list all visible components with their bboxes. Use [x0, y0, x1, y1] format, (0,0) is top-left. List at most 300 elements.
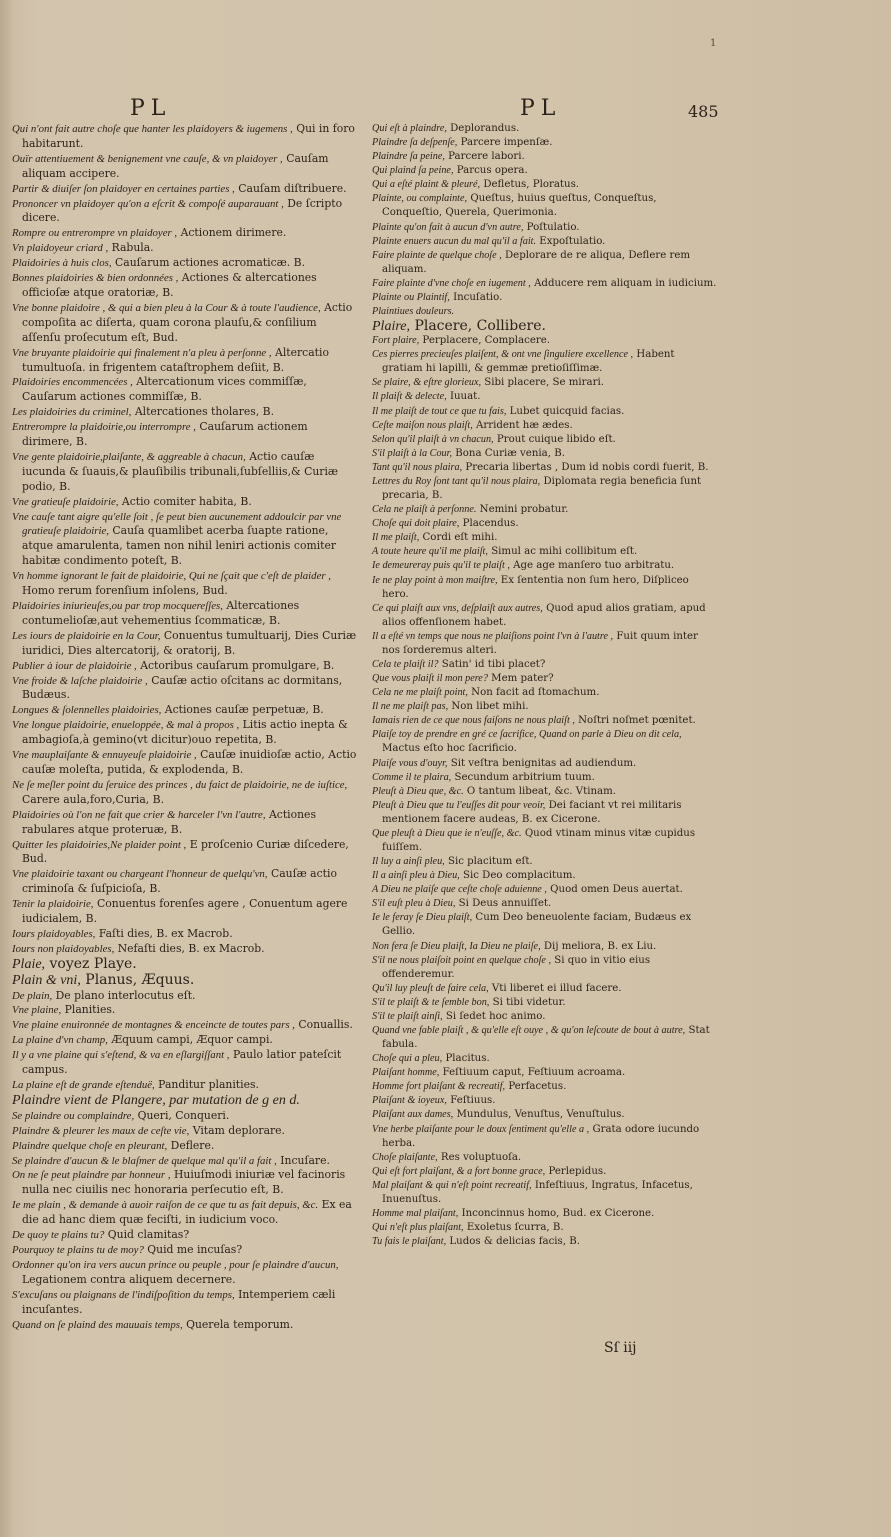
french-phrase: On ne ſe peut plaindre par honneur ,: [12, 1169, 171, 1182]
dictionary-entry: [372, 447, 717, 461]
dictionary-entry: [372, 291, 717, 305]
dictionary-entry: [12, 256, 357, 271]
dictionary-entry: [372, 672, 717, 686]
latin-gloss: Perlepidus.: [548, 1165, 607, 1177]
french-phrase: Vne bruyante plaidoirie qui finalement n'a pleu à perſonne ,: [12, 346, 272, 359]
dictionary-entry: [372, 559, 717, 573]
dictionary-entry: [372, 771, 717, 785]
latin-gloss: Placitus.: [445, 1053, 490, 1065]
dictionary-entry: [372, 1235, 717, 1249]
latin-gloss: Legationem contra aliquem decernere.: [22, 1272, 236, 1286]
latin-gloss: Actiones cauſæ perpetuæ, B.: [164, 703, 324, 717]
french-phrase: Ie demeureray puis qu'il te plaiſt ,: [372, 560, 510, 572]
latin-gloss: Homo rerum forenſium inſolens, Bud.: [22, 584, 228, 598]
french-phrase: Vne mauplaiſante & ennuyeuſe plaidoirie ,: [12, 749, 197, 762]
dictionary-entry: [372, 517, 717, 531]
dictionary-entry: [372, 1151, 717, 1165]
french-phrase: Plaiſant & ioyeux,: [372, 1095, 447, 1107]
latin-gloss: Conuentus tumultuarij, Dies Curiæ iuridici, Dies altercatorij, & oratorij, B.: [22, 628, 357, 657]
latin-gloss: Stat fabula.: [382, 1025, 710, 1051]
french-phrase: Les iours de plaidoirie en la Cour,: [12, 629, 161, 642]
french-phrase: Homme fort plaiſant & recreatif,: [372, 1081, 506, 1093]
french-phrase: Qui plaind ſa peine,: [372, 165, 454, 177]
french-phrase: Tant qu'il nous plaira,: [372, 461, 463, 473]
dictionary-entry: [372, 150, 717, 164]
dictionary-entry: [12, 1078, 357, 1093]
dictionary-entry: [372, 883, 717, 897]
dictionary-entry: [372, 982, 717, 996]
dictionary-entry: [12, 659, 357, 674]
dictionary-entry: [372, 827, 717, 855]
latin-gloss: Noſtri noſmet pœnitet.: [578, 715, 696, 727]
french-phrase: Vne plaine,: [12, 1004, 62, 1017]
french-phrase: La plaine d'vn champ,: [12, 1034, 108, 1047]
dictionary-entry: [372, 954, 717, 982]
latin-gloss: Actionem dirimere.: [180, 226, 287, 240]
french-phrase: Ie me plain , & demande à auoir raiſon de ce que tu as fait depuis, &c.: [12, 1199, 319, 1212]
latin-gloss: Incuſatio.: [453, 291, 503, 303]
latin-gloss: Mactus eſto hoc ſacrificio.: [382, 743, 517, 755]
latin-gloss: Actio cauſæ iucunda & ſuauis,& plauſibilis tribunali,ſubſelliis,& Curiæ podio, B.: [22, 449, 339, 493]
latin-gloss: voyez Playe.: [49, 955, 137, 972]
french-phrase: Faire plainte d'vne choſe en iugement ,: [372, 277, 531, 289]
french-phrase: Partir & diuiſer ſon plaidoyer en certaines parties ,: [12, 182, 235, 195]
french-phrase: Rompre ou entrerompre vn plaidoyer ,: [12, 227, 178, 240]
dictionary-entry: [12, 957, 357, 973]
french-phrase: Pleuſt à Dieu que, &c.: [372, 785, 464, 797]
dictionary-entry: [12, 718, 357, 748]
dictionary-entry: [12, 122, 357, 152]
french-phrase: Ces pierres precieuſes plaiſent, & ont vne ſinguliere excellence ,: [372, 349, 634, 361]
latin-gloss: Placere, Collibere.: [414, 318, 546, 335]
french-phrase: Plaiſe vous d'ouyr,: [372, 757, 448, 769]
dictionary-entry: [372, 1165, 717, 1179]
french-phrase: Homme mal plaiſant,: [372, 1208, 459, 1220]
latin-gloss: Inconcinnus homo, Bud. ex Cicerone.: [461, 1208, 655, 1220]
latin-gloss: Dei faciant vt rei militaris mentionem facere audeas, B. ex Cicerone.: [382, 799, 682, 825]
dictionary-entry: [372, 1094, 717, 1108]
dictionary-entry: [372, 178, 717, 192]
french-phrase: Vne froide & laſche plaidoirie ,: [12, 674, 148, 687]
dictionary-entry: [372, 348, 717, 376]
french-phrase: Cela te plaiſt il?: [372, 658, 439, 670]
french-phrase: Plaidoiries iniurieuſes,ou par trop mocquereſſes,: [12, 600, 223, 612]
latin-gloss: Si Deus annuiſſet.: [458, 898, 552, 910]
latin-gloss: Cum Deo beneuolente faciam, Budæus ex Gellio.: [382, 912, 692, 938]
french-phrase: Plaindre quelque choſe en pleurant,: [12, 1139, 168, 1152]
latin-gloss: Huiuſmodi iniuriæ vel facinoris nulla nec ciuilis nec honoraria perſecutio eſt, B.: [22, 1168, 346, 1197]
french-phrase: Vne longue plaidoirie, enueloppée, & mal à propos ,: [12, 719, 240, 732]
french-phrase: Plaiſe toy de prendre en gré ce ſacrifice, Quand on parle à Dieu on dit cela,: [372, 729, 682, 741]
latin-gloss: Grata odore iucundo herba.: [382, 1123, 700, 1149]
french-phrase: Ordonner qu'on ira vers aucun prince ou peuple , pour ſe plaindre d'aucun,: [12, 1258, 339, 1271]
dictionary-entry: [12, 778, 357, 808]
french-phrase: Plaie,: [12, 956, 46, 972]
french-phrase: Ouïr attentiuement & benignement vne cauſe, & vn plaidoyer ,: [12, 152, 283, 165]
french-phrase: Plainte enuers aucun du mal qu'il a fait.: [372, 235, 537, 247]
french-phrase: Tu fais le plaiſant,: [372, 1236, 447, 1248]
latin-gloss: Quid clamitas?: [107, 1228, 190, 1242]
dictionary-entry: [372, 799, 717, 827]
latin-gloss: Precaria libertas , Dum id nobis cordi fuerit, B.: [465, 461, 709, 473]
latin-gloss: Æquum campi, Æquor campi.: [111, 1033, 273, 1047]
dictionary-entry: [372, 996, 717, 1010]
latin-gloss: Lubet quicquid facias.: [509, 405, 625, 417]
dictionary-entry: [372, 419, 717, 433]
latin-gloss: Altercationum vices commiſſæ, Cauſarum actiones commiſſæ, B.: [22, 375, 307, 404]
dictionary-entry: [12, 942, 357, 957]
latin-gloss: Ex ſententia non ſum hero, Diſpliceo hero.: [382, 574, 689, 600]
latin-gloss: Cordi eſt mihi.: [422, 532, 498, 544]
latin-gloss: Deplorandus.: [450, 123, 520, 134]
french-phrase: Plaindre ſa peine,: [372, 151, 445, 163]
dictionary-entry: [12, 973, 357, 989]
dictionary-entry: [12, 182, 357, 197]
latin-gloss: Altercationes contumelioſæ,aut vehementius ſcommaticæ, B.: [22, 599, 300, 627]
dictionary-entry: [372, 319, 717, 334]
latin-gloss: Parcus opera.: [456, 165, 528, 177]
french-phrase: Iours plaidoyables,: [12, 927, 96, 940]
latin-gloss: Querela temporum.: [186, 1317, 294, 1331]
french-phrase: Plaidoiries encommencées ,: [12, 376, 133, 389]
french-phrase: S'il te plaiſt ainſi,: [372, 1010, 443, 1022]
dictionary-entry: [12, 152, 357, 182]
french-phrase: Qui eſt à plaindre,: [372, 123, 447, 134]
dictionary-entry: [372, 602, 717, 630]
french-phrase: Plaintiues douleurs.: [372, 306, 455, 318]
latin-gloss: Expoſtulatio.: [539, 235, 606, 247]
dictionary-entry: [372, 1052, 717, 1066]
french-phrase: A toute heure qu'il me plaiſt,: [372, 546, 488, 558]
latin-gloss: Planus, Æquus.: [85, 971, 195, 988]
french-phrase: Il a ainſi pleu à Dieu,: [372, 870, 460, 882]
dictionary-entry: [372, 1108, 717, 1122]
french-phrase: Cela ne me plaiſt point,: [372, 687, 468, 699]
french-phrase: Que vous plaiſt il mon pere?: [372, 673, 488, 685]
dictionary-entry: [12, 1168, 357, 1198]
french-phrase: Plaiſant aux dames,: [372, 1109, 454, 1121]
dictionary-entry: [12, 629, 357, 659]
latin-gloss: Mundulus, Venuſtus, Venuſtulus.: [456, 1109, 625, 1121]
french-phrase: De plain,: [12, 989, 53, 1002]
dictionary-entry: [12, 1258, 357, 1288]
latin-gloss: Sic Deo complacitum.: [462, 870, 576, 882]
french-phrase: Prononcer vn plaidoyer qu'on a eſcrit & compoſé auparauant ,: [12, 197, 284, 210]
dictionary-entry: [372, 1010, 717, 1024]
latin-gloss: Diplomata regia beneficia ſunt precaria, B.: [382, 475, 702, 502]
latin-gloss: Actoribus cauſarum promulgare, B.: [140, 658, 335, 672]
dictionary-entry: [12, 808, 357, 838]
french-phrase: Mal plaiſant & qui n'eſt point recreatif,: [372, 1179, 532, 1191]
dictionary-entry: [372, 1123, 717, 1151]
french-phrase: Qu'il luy pleuſt de faire cela,: [372, 982, 489, 994]
dictionary-entry: [372, 334, 717, 348]
dictionary-entry: [12, 226, 357, 241]
french-phrase: S'il plaiſt à la Cour,: [372, 447, 453, 459]
french-phrase: Publier à iour de plaidoirie ,: [12, 659, 137, 672]
dictionary-entry: [12, 197, 357, 227]
latin-gloss: Si tibi videtur.: [492, 996, 566, 1008]
dictionary-entry: [12, 1033, 357, 1048]
dictionary-entry: [372, 235, 717, 249]
french-phrase: Pleuſt à Dieu que tu l'euſſes dit pour veoir,: [372, 799, 546, 811]
latin-gloss: Actiones rabulares atque proteruæ, B.: [22, 807, 316, 836]
dictionary-entry: [12, 241, 357, 256]
dictionary-entry: [372, 531, 717, 545]
dictionary-entry: [12, 927, 357, 942]
french-phrase: Pourquoy te plains tu de moy?: [12, 1243, 144, 1256]
french-phrase: Vne plaine enuironnée de montagnes & enceincte de toutes pars ,: [12, 1019, 295, 1032]
french-phrase: Choſe qui a pleu,: [372, 1053, 443, 1065]
latin-gloss: Arrident hæ ædes.: [476, 419, 573, 431]
dictionary-entry: [12, 599, 357, 629]
french-phrase: Vne gente plaidoirie,plaiſante, & aggreable à chacun,: [12, 450, 246, 463]
latin-gloss: Cauſa quamlibet acerba ſuapte ratione, atque amarulenta, tamen non nihil leniri actionis comiter habitæ condimento poteſt, B.: [22, 524, 337, 568]
french-phrase: Entrerompre la plaidoirie,ou interrompre ,: [12, 421, 196, 434]
dictionary-entry: [12, 510, 357, 570]
dictionary-entry: [12, 1228, 357, 1243]
latin-gloss: Cauſarum actionem dirimere, B.: [22, 420, 308, 449]
dictionary-entry: [372, 1207, 717, 1221]
latin-gloss: Deplorare de re aliqua, Deflere rem aliquam.: [382, 249, 691, 275]
french-phrase: Choſe qui doit plaire,: [372, 518, 460, 530]
latin-gloss: Altercationes tholares, B.: [134, 405, 275, 419]
dictionary-entry: [372, 376, 717, 390]
french-phrase: Il a eſté vn temps que nous ne plaiſions point l'vn à l'autre ,: [372, 630, 614, 642]
dictionary-entry: [12, 1109, 357, 1124]
latin-gloss: Simul ac mihi collibitum eſt.: [491, 546, 638, 558]
dictionary-entry: [12, 420, 357, 450]
dictionary-entry: [12, 495, 357, 510]
dictionary-entry: [372, 757, 717, 771]
latin-gloss: Cauſam diſtribuere.: [238, 181, 347, 195]
french-phrase: Vne bonne plaidoire , & qui a bien pleu à la Cour & à toute l'audience,: [12, 301, 321, 314]
signature-mark: Sſ iij: [604, 1340, 637, 1356]
latin-gloss: De ſcripto dicere.: [22, 196, 343, 225]
left-running-head: PL: [130, 96, 172, 121]
french-phrase: Que pleuſt à Dieu que ie n'euſſe, &c.: [372, 827, 522, 839]
latin-gloss: Litis actio inepta & ambagioſa,à gemino(vt dicitur)ouo repetita, B.: [22, 718, 348, 747]
dictionary-entry: [372, 1080, 717, 1094]
dictionary-entry: [12, 1243, 357, 1258]
french-phrase: Lettres du Roy ſont tant qu'il nous plaira,: [372, 475, 541, 487]
right-running-head: PL: [520, 96, 562, 121]
latin-gloss: Perplacere, Complacere.: [422, 335, 550, 347]
latin-gloss: Intemperiem cæli incuſantes.: [22, 1287, 336, 1316]
latin-gloss: Cauſam aliquam accipere.: [22, 151, 329, 180]
latin-gloss: Non facit ad ſtomachum.: [471, 687, 600, 699]
french-phrase: Plaindre vient de Plangere, par mutation de g en d.: [12, 1092, 300, 1108]
latin-gloss: Rabula.: [111, 241, 154, 255]
latin-gloss: Actiones & altercationes officioſæ atque oratoriæ, B.: [22, 271, 317, 299]
french-phrase: De quoy te plains tu?: [12, 1229, 105, 1242]
latin-gloss: Feſtiuum caput, Feſtiuum acroama.: [442, 1067, 626, 1079]
french-phrase: Ce qui plaiſt aux vns, deſplaiſt aux autres,: [372, 602, 543, 614]
french-phrase: Ie ne play point à mon maiſtre,: [372, 574, 498, 586]
french-phrase: Comme il te plaira,: [372, 771, 452, 783]
french-phrase: Plainte ou Plaintif,: [372, 291, 450, 303]
dictionary-entry: [372, 1066, 717, 1080]
latin-gloss: Ludos & delicias facis, B.: [449, 1236, 580, 1248]
latin-gloss: Actio compoſita ac diſerta, quam corona plauſu,& conſilium aſſenſu proſecutum eſt, Bud.: [22, 300, 353, 344]
latin-gloss: Ex ea die ad hanc diem quæ feciſti, in iudicium voco.: [22, 1198, 352, 1227]
dictionary-entry: [372, 855, 717, 869]
latin-gloss: De plano interlocutus eſt.: [55, 988, 196, 1002]
dictionary-entry: [372, 714, 717, 728]
latin-gloss: Poſtulatio.: [526, 221, 580, 233]
latin-gloss: Defletus, Ploratus.: [483, 179, 580, 191]
latin-gloss: Sibi placere, Se mirari.: [484, 377, 604, 389]
dictionary-entry: [12, 838, 357, 868]
dictionary-entry: [12, 867, 357, 897]
french-phrase: S'excuſans ou plaignans de l'indiſpoſition du temps,: [12, 1288, 235, 1301]
french-phrase: La plaine eſt de grande eſtenduë,: [12, 1079, 155, 1091]
latin-gloss: Infeſtiuus, Ingratus, Infacetus, Inuenuſtus.: [382, 1179, 693, 1205]
latin-gloss: Conuallis.: [298, 1018, 353, 1032]
dictionary-entry: [372, 433, 717, 447]
dictionary-entry: [12, 989, 357, 1004]
dictionary-entry: [12, 271, 357, 301]
dictionary-entry: [12, 1288, 357, 1318]
dictionary-entry: [372, 545, 717, 559]
dictionary-entry: [12, 1018, 357, 1033]
french-phrase: Qui a eſté plaint & pleuré,: [372, 179, 481, 191]
french-phrase: Vn homme ignorant le fait de plaidoirie, Qui ne ſçait que c'eſt de plaider ,: [12, 570, 331, 583]
latin-gloss: Planities.: [64, 1003, 116, 1017]
latin-gloss: Panditur planities.: [158, 1078, 259, 1091]
french-phrase: Qui n'eſt plus plaiſant,: [372, 1222, 464, 1234]
french-phrase: Quand vne fable plaiſt , & qu'elle eſt ouye , & qu'on leſcoute de bout à autre,: [372, 1025, 686, 1036]
latin-gloss: Faſti dies, B. ex Macrob.: [98, 926, 233, 940]
french-phrase: Vne cauſe tant aigre qu'elle ſoit , ſe peut bien aucunement addoulcir par vne gratieuſe plaidoirie,: [12, 510, 342, 538]
dictionary-entry: [372, 728, 717, 756]
french-phrase: Longues & ſolennelles plaidoiries,: [12, 704, 162, 717]
french-phrase: Plain & vni,: [12, 972, 81, 988]
french-phrase: Faire plainte de quelque choſe ,: [372, 249, 502, 261]
french-phrase: Ne ſe meſler point du ſeruice des princes , du faict de plaidoirie, ne de iuſtice,: [12, 778, 348, 791]
french-phrase: Plainte qu'on fait à aucun d'vn autre,: [372, 221, 524, 233]
french-phrase: Iamais rien de ce que nous faiſons ne nous plaiſt ,: [372, 715, 575, 727]
dictionary-entry: [12, 1124, 357, 1139]
dictionary-entry: [372, 940, 717, 954]
latin-gloss: Sic placitum eſt.: [447, 856, 533, 868]
french-phrase: Plaire,: [372, 319, 410, 335]
dictionary-entry: [372, 785, 717, 799]
latin-gloss: Non libet mihi.: [451, 701, 529, 713]
dictionary-entry: [12, 1139, 357, 1154]
french-phrase: Il y a vne plaine qui s'eſtend, & va en eſlargiſſant ,: [12, 1049, 230, 1062]
latin-gloss: Conuentus forenſes agere , Conuentum agere iudicialem, B.: [22, 897, 348, 926]
latin-gloss: Cauſæ actio criminoſa & ſuſpicioſa, B.: [22, 867, 337, 896]
dictionary-entry: [372, 700, 717, 714]
latin-gloss: Parcere impenſæ.: [460, 137, 553, 149]
french-phrase: Fort plaire,: [372, 335, 420, 347]
dictionary-entry: [372, 869, 717, 883]
latin-gloss: Habent gratiam hi lapilli, & gemmæ pretioſiſſimæ.: [382, 349, 675, 375]
dictionary-entry: [372, 390, 717, 404]
latin-gloss: Res voluptuoſa.: [440, 1151, 522, 1163]
latin-gloss: Dij meliora, B. ex Liu.: [543, 940, 657, 952]
french-phrase: Tenir la plaidoirie,: [12, 898, 94, 911]
dictionary-entry: [372, 503, 717, 517]
dictionary-entry: [12, 1048, 357, 1078]
french-phrase: Vne herbe plaiſante pour le doux ſentiment qu'elle a ,: [372, 1123, 590, 1135]
french-phrase: Cela ne plaiſt à perſonne.: [372, 504, 477, 516]
latin-gloss: Queri, Conqueri.: [137, 1108, 230, 1122]
french-phrase: Choſe plaiſante,: [372, 1151, 438, 1163]
french-phrase: Les plaidoiries du criminel,: [12, 406, 132, 419]
dictionary-entry: [372, 897, 717, 911]
latin-gloss: Altercatio tumultuoſa. in frigentem cataſtrophem deſiit, B.: [22, 345, 329, 374]
latin-gloss: Cauſarum actiones acromaticæ. B.: [115, 256, 306, 270]
page-number: 485: [688, 102, 719, 121]
latin-gloss: Satin' id tibi placet?: [441, 658, 546, 670]
latin-gloss: E proſcenio Curiæ diſcedere, Bud.: [22, 837, 349, 866]
french-phrase: Vne gratieuſe plaidoirie,: [12, 495, 119, 508]
french-phrase: Se plaindre d'aucun & le blaſmer de quelque mal qu'il a fait ,: [12, 1154, 277, 1167]
latin-gloss: Cauſæ actio oſcitans ac dormitans, Budæus.: [22, 673, 343, 702]
french-phrase: Selon qu'il plaiſt à vn chacun,: [372, 433, 494, 445]
latin-gloss: Sit veſtra benignitas ad audiendum.: [450, 757, 637, 769]
latin-gloss: Prout cuique libido eſt.: [496, 433, 616, 445]
french-phrase: A Dieu ne plaiſe que ceſte choſe aduienne ,: [372, 884, 547, 896]
latin-gloss: Adducere rem aliquam in iudicium.: [534, 277, 717, 289]
latin-gloss: Age age manſero tuo arbitratu.: [513, 560, 675, 572]
left-column: [12, 122, 357, 1332]
dictionary-entry: [372, 305, 717, 319]
right-column: [372, 122, 717, 1249]
dictionary-entry: [12, 1154, 357, 1169]
dictionary-entry: [12, 375, 357, 405]
latin-gloss: Bona Curiæ venia, B.: [455, 447, 565, 459]
french-phrase: S'il ne nous plaiſoit point en quelque choſe ,: [372, 954, 552, 966]
dictionary-entry: [12, 405, 357, 420]
latin-gloss: Nemini probatur.: [479, 504, 569, 516]
french-phrase: Quitter les plaidoiries,Ne plaider point ,: [12, 838, 187, 851]
dictionary-entry: [372, 475, 717, 503]
latin-gloss: Iuuat.: [449, 391, 481, 403]
french-phrase: Vn plaidoyeur criard ,: [12, 242, 109, 255]
latin-gloss: Quod apud alios gratiam, apud alios offenſionem habet.: [382, 602, 706, 628]
latin-gloss: O tantum libeat, &c. Vtinam.: [466, 785, 616, 797]
french-phrase: Il luy a ainſi pleu,: [372, 856, 445, 868]
latin-gloss: Vti liberet ei illud facere.: [491, 982, 622, 994]
latin-gloss: Placendus.: [462, 518, 519, 530]
french-phrase: Plaiſant homme,: [372, 1067, 440, 1079]
french-phrase: Il ne me plaiſt pas,: [372, 701, 449, 713]
french-phrase: Qui n'ont fait autre choſe que hanter les plaidoyers & iugemens ,: [12, 123, 293, 135]
dictionary-entry: [372, 1024, 717, 1052]
french-phrase: Non fera ſe Dieu plaiſt, Ia Dieu ne plaiſe,: [372, 940, 541, 952]
latin-gloss: Qui in foro habitarunt.: [22, 122, 355, 150]
dictionary-entry: [372, 249, 717, 277]
latin-gloss: Paulo latior pateſcit campus.: [22, 1048, 342, 1077]
french-phrase: Plaidoiries à huis clos,: [12, 257, 112, 270]
dictionary-entry: [12, 1318, 357, 1333]
dictionary-entry: [12, 346, 357, 376]
latin-gloss: Perfacetus.: [508, 1081, 567, 1093]
dictionary-entry: [372, 686, 717, 700]
latin-gloss: Nefaſti dies, B. ex Macrob.: [117, 941, 265, 955]
french-phrase: Qui eſt fort plaiſant, & a fort bonne grace,: [372, 1165, 546, 1177]
latin-gloss: Incuſare.: [280, 1153, 330, 1167]
dictionary-entry: [12, 1093, 357, 1109]
french-phrase: Se plaindre ou complaindre,: [12, 1109, 135, 1122]
dictionary-entry: [12, 674, 357, 704]
latin-gloss: Cauſæ inuidioſæ actio, Actio cauſæ moleſta, putida, & explodenda, B.: [22, 748, 357, 776]
dictionary-entry: [372, 192, 717, 220]
latin-gloss: Secundum arbitrium tuum.: [454, 771, 595, 783]
